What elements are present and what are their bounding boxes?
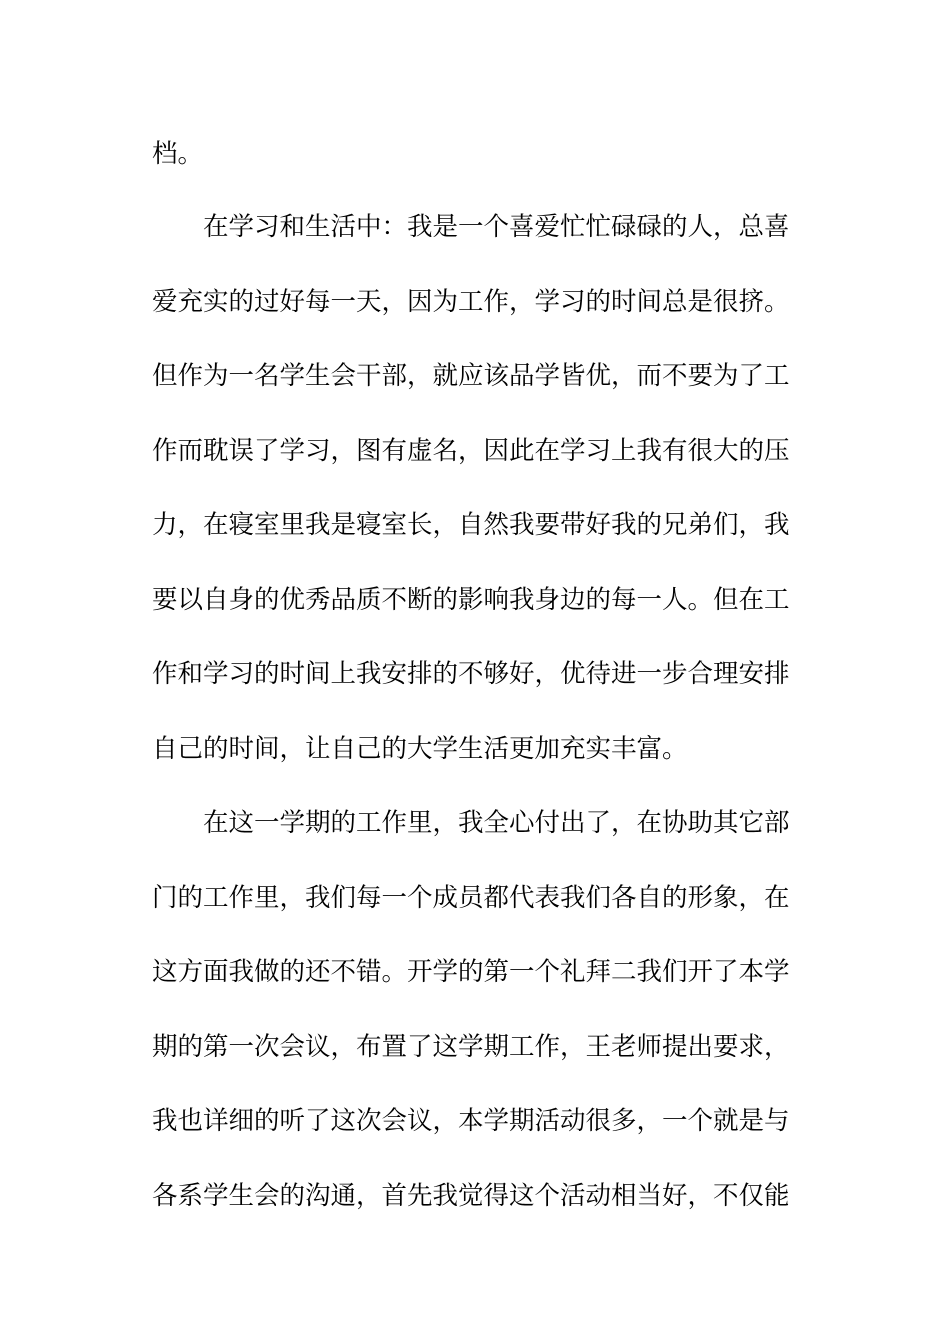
text-line: 期的第一次会议，布置了这学期工作，王老师提出要求， xyxy=(152,1032,790,1062)
text-line: 我也详细的听了这次会议，本学期活动很多，一个就是与 xyxy=(152,1106,790,1136)
text-line: 力，在寝室里我是寝室长，自然我要带好我的兄弟们，我 xyxy=(152,510,790,540)
text-line: 爱充实的过好每一天，因为工作，学习的时间总是很挤。 xyxy=(152,287,790,317)
text-line: 作而耽误了学习，图有虚名，因此在学习上我有很大的压 xyxy=(152,436,790,466)
text-line: 各系学生会的沟通，首先我觉得这个活动相当好，不仅能 xyxy=(152,1181,790,1211)
paragraph-start-line: 在学习和生活中：我是一个喜爱忙忙碌碌的人，总喜 xyxy=(203,212,790,242)
text-line: 这方面我做的还不错。开学的第一个礼拜二我们开了本学 xyxy=(152,957,790,987)
text-line: 档。 xyxy=(152,139,204,169)
text-line: 要以自身的优秀品质不断的影响我身边的每一人。但在工 xyxy=(152,585,790,615)
text-line: 门的工作里，我们每一个成员都代表我们各自的形象，在 xyxy=(152,883,790,913)
text-line: 但作为一名学生会干部，就应该品学皆优，而不要为了工 xyxy=(152,361,790,391)
paragraph-start-line: 在这一学期的工作里，我全心付出了，在协助其它部 xyxy=(203,808,790,838)
text-line: 自己的时间，让自己的大学生活更加充实丰富。 xyxy=(152,734,688,764)
text-line: 作和学习的时间上我安排的不够好，优待进一步合理安排 xyxy=(152,659,790,689)
